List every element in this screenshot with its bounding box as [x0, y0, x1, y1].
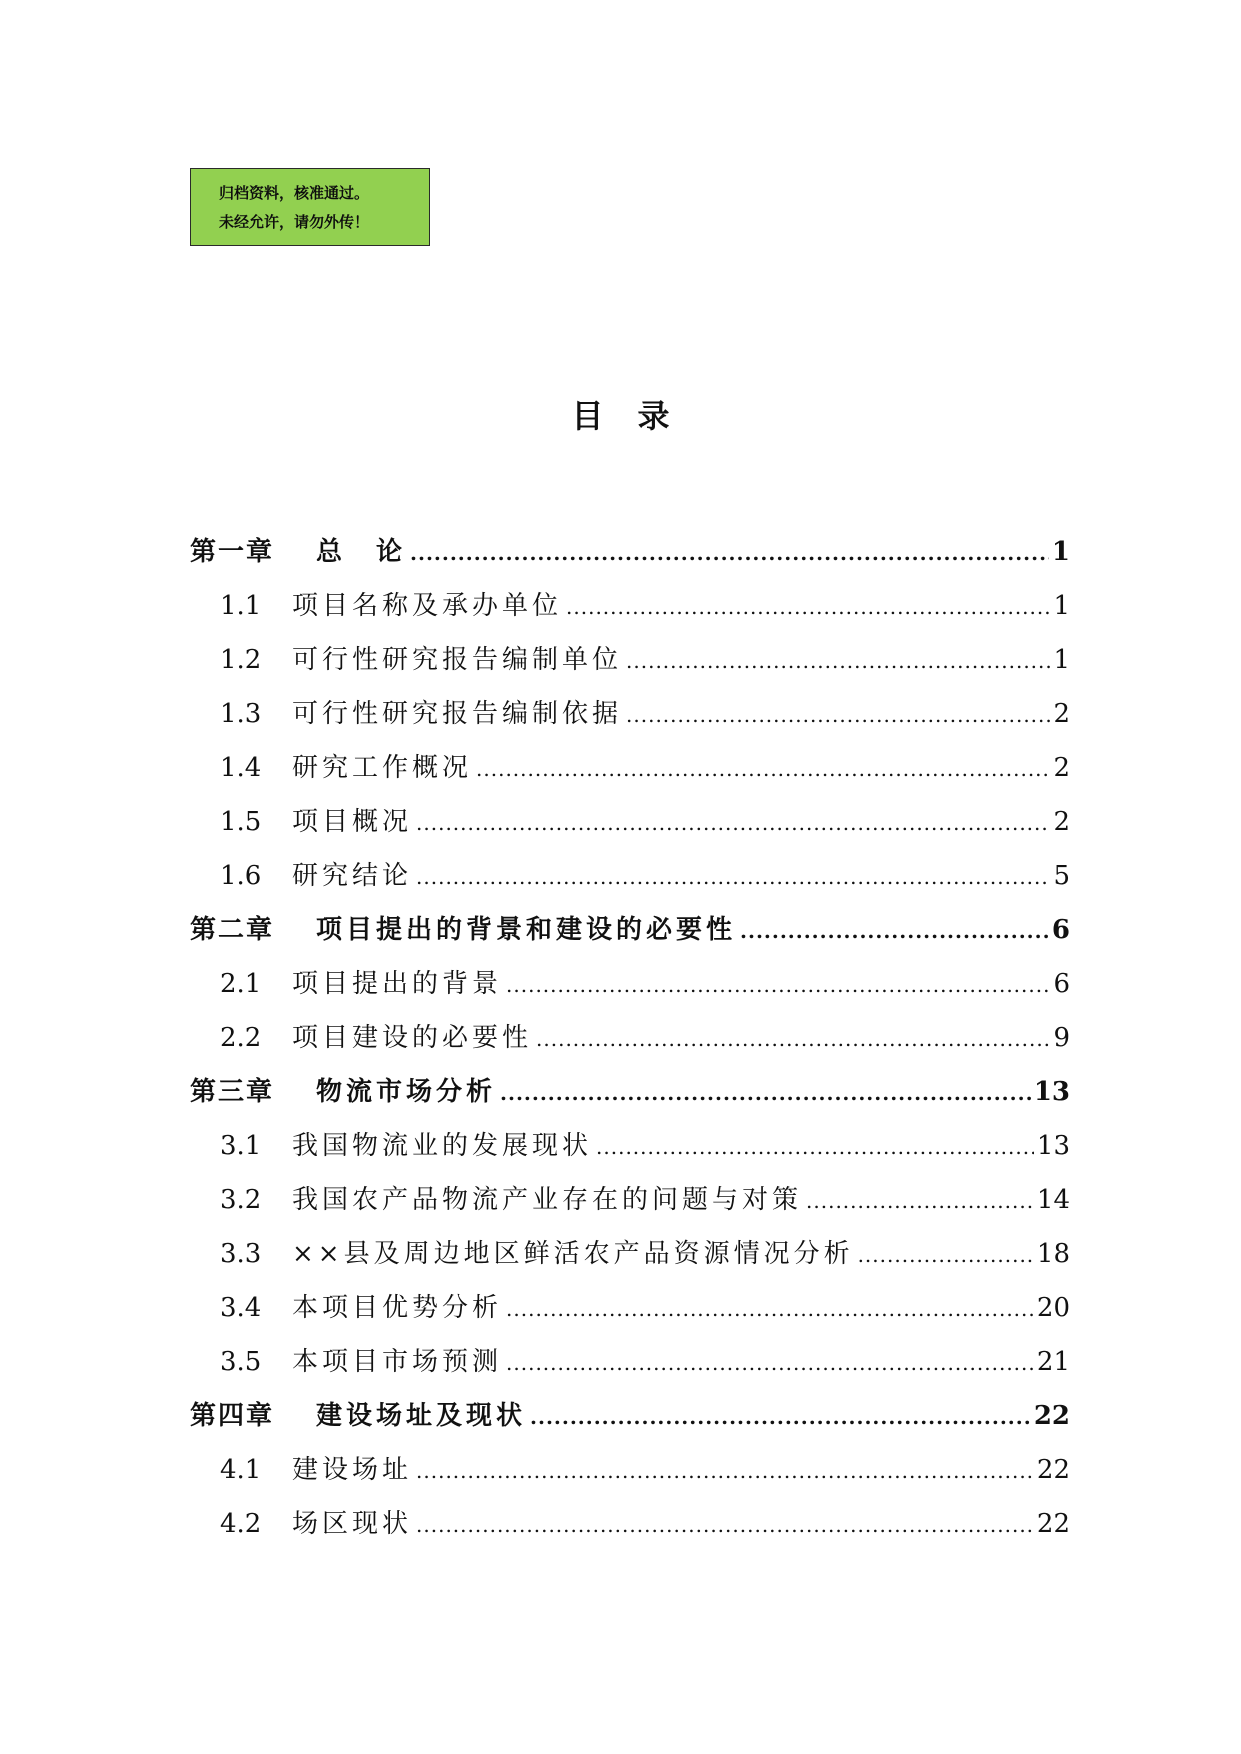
toc-entry-section[interactable]: [190, 1011, 1070, 1065]
toc-page-number: 21: [1036, 1347, 1070, 1377]
toc-dot-leader: [506, 1336, 1034, 1390]
toc-dot-leader: [596, 1120, 1034, 1174]
toc-entry-number: 1.4: [220, 753, 262, 783]
toc-page-number: 18: [1036, 1239, 1070, 1269]
toc-entry-number: 4.2: [220, 1509, 262, 1539]
toc-entry-chapter[interactable]: [190, 1389, 1070, 1443]
toc-dot-leader: [500, 1066, 1031, 1120]
toc-entry-section[interactable]: [190, 1443, 1070, 1497]
toc-entry-label: 本项目优势分析: [292, 1293, 503, 1323]
toc-entry-section[interactable]: [190, 687, 1070, 741]
toc-dot-leader: [416, 850, 1050, 904]
toc-entry-label: 我国农产品物流产业存在的问题与对策: [292, 1185, 803, 1215]
toc-entry-section[interactable]: [190, 1281, 1070, 1335]
toc-page-number: 6: [1053, 969, 1070, 999]
toc-entry-section[interactable]: [190, 741, 1070, 795]
toc-entry-label: ××县及周边地区鲜活农产品资源情况分析: [292, 1239, 854, 1269]
toc-dot-leader: [506, 958, 1050, 1012]
toc-dot-leader: [506, 1282, 1034, 1336]
toc-entry-label: 项目概况: [292, 807, 413, 837]
toc-entry-section[interactable]: [190, 957, 1070, 1011]
toc-entry-label: 本项目市场预测: [292, 1347, 503, 1377]
toc-entry-section[interactable]: [190, 579, 1070, 633]
toc-dot-leader: [416, 1444, 1034, 1498]
toc-page-number: 14: [1036, 1185, 1070, 1215]
toc-entry-label: 可行性研究报告编制依据: [292, 699, 623, 729]
toc-entry-number: 3.3: [220, 1239, 262, 1269]
toc-entry-number: 2.2: [220, 1023, 262, 1053]
toc-entry-chapter[interactable]: [190, 903, 1070, 957]
toc-entry-number: 1.6: [220, 861, 262, 891]
toc-entry-section[interactable]: [190, 1173, 1070, 1227]
toc-page-number: 2: [1053, 753, 1070, 783]
toc-page-number: 22: [1036, 1509, 1070, 1539]
toc-entry-number: 3.5: [220, 1347, 262, 1377]
toc-entry-number: 第三章: [190, 1077, 275, 1107]
toc-dot-leader: [476, 742, 1050, 796]
toc-entry-label: 物流市场分析: [316, 1077, 497, 1107]
toc-entry-section[interactable]: [190, 633, 1070, 687]
toc-entry-label: 研究工作概况: [292, 753, 473, 783]
toc-entry-label: 总 论: [316, 537, 407, 567]
toc-dot-leader: [740, 904, 1049, 958]
toc-entry-number: 3.2: [220, 1185, 262, 1215]
toc-entry-section[interactable]: [190, 1335, 1070, 1389]
toc-page-number: 2: [1053, 699, 1070, 729]
archive-stamp: [190, 168, 430, 246]
toc-page-number: 1: [1051, 537, 1070, 567]
toc-entry-section[interactable]: [190, 1227, 1070, 1281]
toc-entry-number: 1.2: [220, 645, 262, 675]
toc-entry-label: 建设场址: [292, 1455, 413, 1485]
toc-entry-section[interactable]: [190, 1497, 1070, 1551]
toc-page-number: 13: [1036, 1131, 1070, 1161]
toc-entry-number: 第四章: [190, 1401, 275, 1431]
toc-title: 目录: [571, 397, 704, 435]
toc-entry-label: 建设场址及现状: [316, 1401, 527, 1431]
toc-entry-label: 研究结论: [292, 861, 413, 891]
toc-entry-number: 4.1: [220, 1455, 262, 1485]
toc-entry-section[interactable]: [190, 795, 1070, 849]
toc-dot-leader: [626, 688, 1050, 742]
toc-page-number: 2: [1053, 807, 1070, 837]
toc-entry-number: 1.3: [220, 699, 262, 729]
toc-entry-number: 第一章: [190, 537, 275, 567]
toc-dot-leader: [858, 1228, 1034, 1282]
toc-entry-label: 我国物流业的发展现状: [292, 1131, 593, 1161]
toc-entry-chapter[interactable]: [190, 1065, 1070, 1119]
toc-dot-leader: [536, 1012, 1050, 1066]
toc-dot-leader: [806, 1174, 1034, 1228]
toc-page-number: 13: [1033, 1077, 1070, 1107]
toc-dot-leader: [410, 526, 1049, 580]
toc-page-number: 22: [1036, 1455, 1070, 1485]
toc-page-number: 22: [1033, 1401, 1070, 1431]
table-of-contents: [190, 525, 1070, 1551]
stamp-line-2: 未经允许，请勿外传！: [219, 213, 370, 231]
toc-entry-number: 3.1: [220, 1131, 262, 1161]
toc-dot-leader: [530, 1390, 1031, 1444]
toc-entry-number: 1.5: [220, 807, 262, 837]
toc-entry-number: 2.1: [220, 969, 262, 999]
toc-dot-leader: [566, 580, 1050, 634]
toc-entry-number: 第二章: [190, 915, 275, 945]
toc-dot-leader: [626, 634, 1050, 688]
toc-entry-label: 场区现状: [292, 1509, 413, 1539]
toc-entry-label: 项目建设的必要性: [292, 1023, 533, 1053]
toc-entry-label: 项目提出的背景: [292, 969, 503, 999]
toc-entry-number: 1.1: [220, 591, 262, 621]
toc-page-number: 6: [1051, 915, 1070, 945]
toc-entry-label: 项目提出的背景和建设的必要性: [316, 915, 737, 945]
toc-entry-chapter[interactable]: [190, 525, 1070, 579]
toc-entry-section[interactable]: [190, 849, 1070, 903]
toc-page-number: 5: [1053, 861, 1070, 891]
toc-entry-label: 项目名称及承办单位: [292, 591, 563, 621]
toc-dot-leader: [416, 796, 1050, 850]
toc-page-number: 9: [1053, 1023, 1070, 1053]
toc-page-number: 1: [1053, 645, 1070, 675]
toc-entry-number: 3.4: [220, 1293, 262, 1323]
toc-page-number: 20: [1036, 1293, 1070, 1323]
toc-entry-label: 可行性研究报告编制单位: [292, 645, 623, 675]
stamp-line-1: 归档资料，核准通过。: [219, 184, 370, 202]
toc-dot-leader: [416, 1498, 1034, 1552]
toc-page-number: 1: [1053, 591, 1070, 621]
toc-entry-section[interactable]: [190, 1119, 1070, 1173]
